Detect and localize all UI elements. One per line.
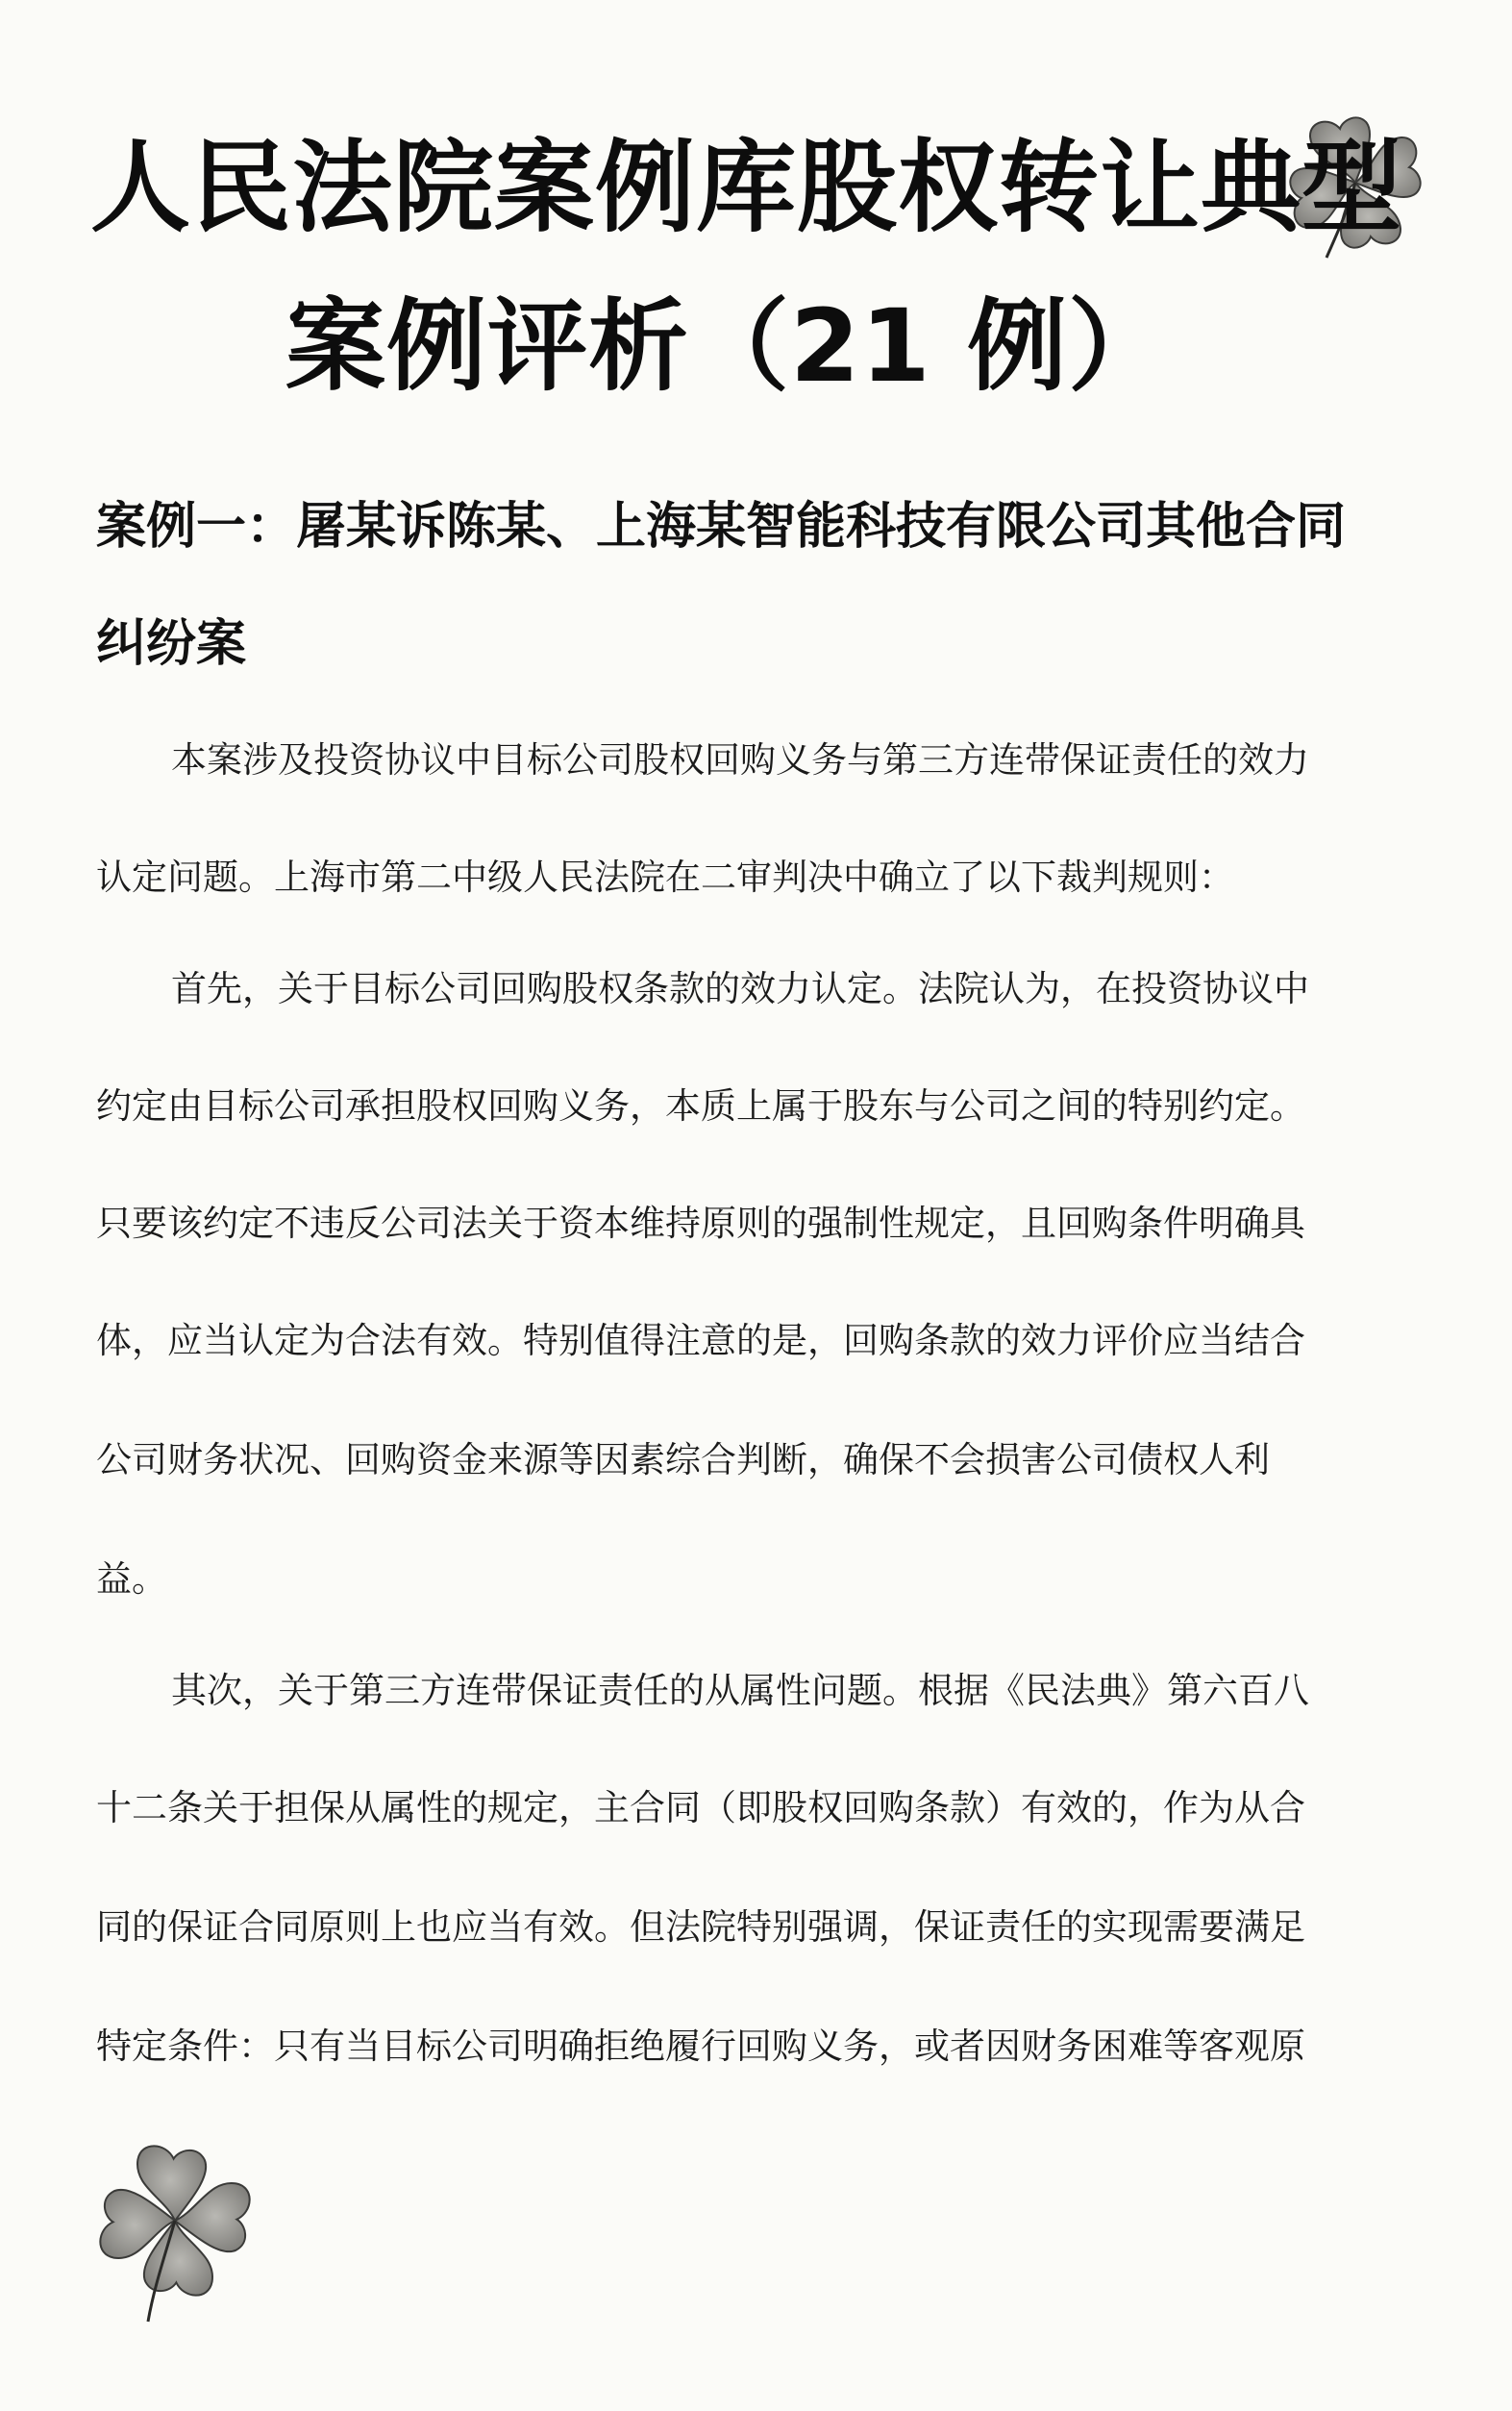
body-line: 十二条关于担保从属性的规定，主合同（即股权回购条款）有效的，作为从合 (96, 1787, 1305, 1828)
case-heading-line-1: 案例一：屠某诉陈某、上海某智能科技有限公司其他合同 (96, 498, 1347, 556)
body-line: 本案涉及投资协议中目标公司股权回购义务与第三方连带保证责任的效力 (171, 739, 1309, 781)
body-line: 其次，关于第三方连带保证责任的从属性问题。根据《民法典》第六百八 (171, 1670, 1309, 1711)
document-title-line-2: 案例评析（21 例） (285, 287, 1169, 405)
body-line: 体，应当认定为合法有效。特别值得注意的是，回购条款的效力评价应当结合 (96, 1320, 1305, 1361)
body-line: 公司财务状况、回购资金来源等因素综合判断，确保不会损害公司债权人利 (96, 1439, 1270, 1480)
body-line: 同的保证合同原则上也应当有效。但法院特别强调，保证责任的实现需要满足 (96, 1906, 1305, 1948)
case-heading-line-2: 纠纷案 (96, 615, 247, 673)
body-line: 益。 (96, 1558, 167, 1600)
four-leaf-clover-icon (88, 2139, 261, 2331)
body-line: 特定条件：只有当目标公司明确拒绝履行回购义务，或者因财务困难等客观原 (96, 2026, 1305, 2067)
body-line: 约定由目标公司承担股权回购义务，本质上属于股东与公司之间的特别约定。 (96, 1085, 1305, 1127)
body-line: 认定问题。上海市第二中级人民法院在二审判决中确立了以下裁判规则： (96, 857, 1234, 898)
body-line: 首先，关于目标公司回购股权条款的效力认定。法院认为，在投资协议中 (171, 968, 1309, 1009)
document-title-line-1: 人民法院案例库股权转让典型 (89, 129, 1402, 246)
body-line: 只要该约定不违反公司法关于资本维持原则的强制性规定，且回购条件明确具 (96, 1203, 1305, 1244)
